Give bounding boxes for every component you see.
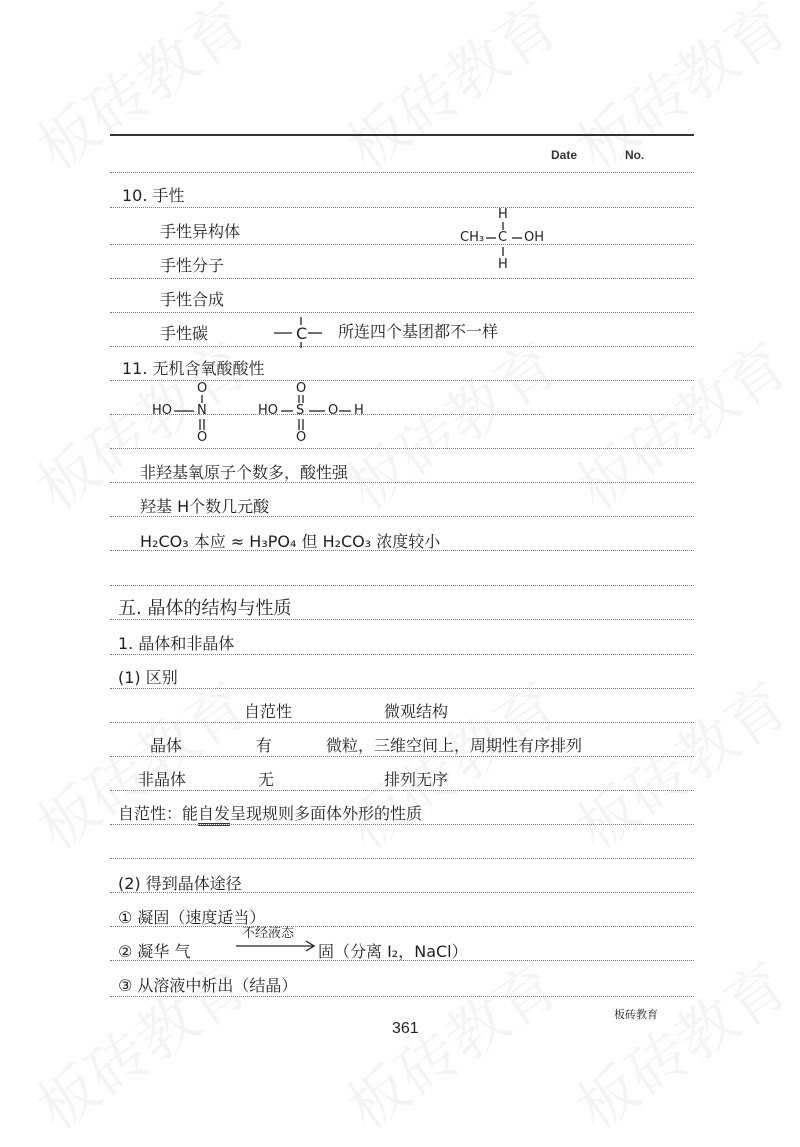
chiral-carbon-label: 手性碳	[160, 324, 209, 343]
row-amorphous-label: 非晶体	[138, 770, 187, 789]
method-desublimation-b: 固（分离 I₂，NaCl）	[318, 942, 468, 961]
definition-suffix: 呈现规则多面体外形的性质	[230, 804, 423, 823]
hydroxyl-group-label: OH	[524, 230, 545, 245]
section-chirality-title: 10. 手性	[122, 186, 185, 205]
sulfur-atom-label: S	[296, 403, 305, 418]
row-crystal-microstructure: 微粒，三维空间上，周期性有序排列	[326, 736, 583, 755]
no-label: No.	[625, 148, 645, 162]
chiral-molecule-text: 手性分子	[160, 256, 225, 275]
nitric-oxygen-top: O	[197, 381, 208, 396]
section-oxyacid-title: 11. 无机含氧酸酸性	[122, 359, 265, 378]
method-desublimation-arrow-label: 不经液态	[242, 926, 295, 941]
sulfuric-ho-label: HO	[258, 403, 279, 418]
acidity-rule-text: 非羟基氧原子个数多，酸性强	[140, 463, 349, 482]
hydrogen-top-label: H	[498, 207, 508, 222]
nitric-oxygen-bottom: O	[197, 430, 208, 445]
row-crystal-label: 晶体	[150, 736, 183, 755]
sulfuric-hydrogen-right: H	[354, 403, 364, 418]
method-crystallize: ③ 从溶液中析出（结晶）	[118, 976, 298, 995]
carbon-atom-label: C	[498, 230, 508, 245]
sulfuric-oxygen-right: O	[328, 403, 339, 418]
methods-heading: (2) 得到晶体途径	[118, 874, 242, 893]
definition-prefix: 自范性：能	[118, 804, 199, 823]
column-header-microstructure: 微观结构	[384, 702, 449, 721]
chiral-isomer-text: 手性异构体	[160, 222, 241, 241]
chiral-synthesis-text: 手性合成	[160, 290, 225, 309]
chiral-carbon-symbol: C	[296, 324, 308, 343]
hydrogen-bottom-label: H	[498, 257, 508, 272]
row-amorphous-microstructure: 排列无序	[384, 770, 449, 789]
section-crystal-title: 五. 晶体的结构与性质	[118, 598, 292, 619]
footer-brand: 板砖教育	[614, 1008, 658, 1021]
sulfuric-oxygen-top: O	[296, 381, 307, 396]
hydroxyl-h-rule-text: 羟基 H个数几元酸	[140, 497, 270, 516]
nitric-ho-label: HO	[152, 403, 173, 418]
sulfuric-oxygen-bottom: O	[296, 430, 307, 445]
difference-heading: (1) 区别	[118, 668, 178, 687]
method-solidify: ① 凝固（速度适当）	[118, 908, 266, 927]
carbonic-acid-note: H₂CO₃ 本应 ≈ H₃PO₄ 但 H₂CO₃ 浓度较小	[140, 532, 441, 551]
definition-underlined-word: 自发	[198, 804, 230, 826]
crystal-amorphous-heading: 1. 晶体和非晶体	[118, 634, 235, 653]
nitrogen-atom-label: N	[197, 403, 207, 418]
methyl-group-label: CH₃	[460, 230, 485, 245]
row-crystal-self-shaping: 有	[256, 736, 273, 755]
page-number: 361	[392, 1020, 419, 1037]
column-header-self-shaping: 自范性	[244, 702, 293, 721]
method-desublimation-a: ② 凝华 气	[118, 942, 191, 961]
date-label: Date	[551, 148, 578, 162]
row-amorphous-self-shaping: 无	[258, 770, 275, 789]
chiral-carbon-description: 所连四个基团都不一样	[338, 322, 499, 341]
